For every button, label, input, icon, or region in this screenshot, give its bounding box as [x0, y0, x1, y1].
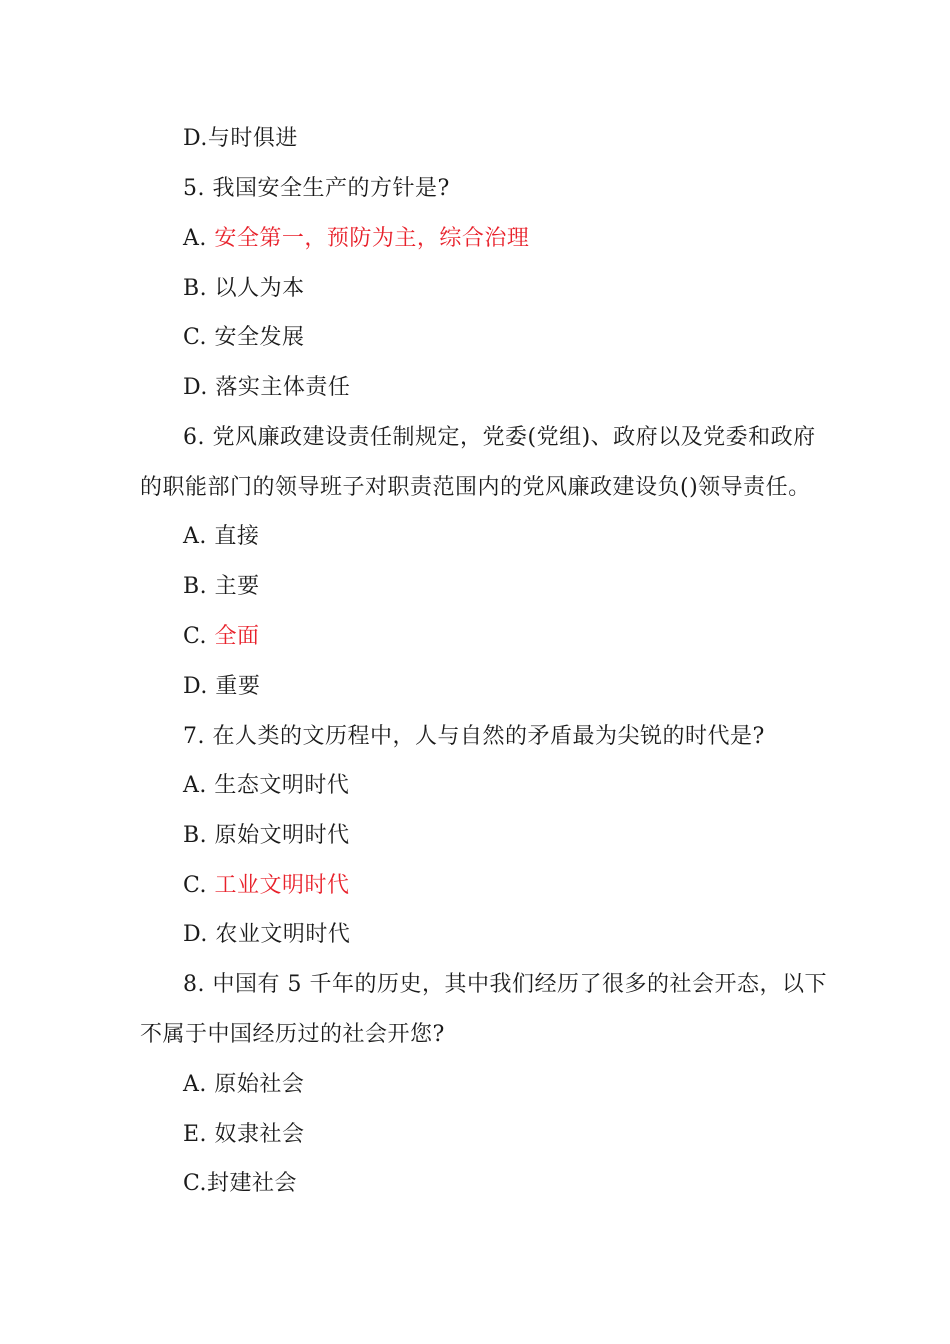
q7-option-c — [183, 871, 350, 901]
q7-question: 7. 在人类的文历程中，人与自然的矛盾最为尖锐的时代是? — [183, 724, 765, 749]
q5-option-a — [183, 224, 529, 254]
q6-option-c — [183, 622, 260, 652]
q6-question-line1: 6. 党风廉政建设责任制规定，党委(党组)、政府以及党委和政府 — [183, 425, 816, 450]
q8-question-line2: 不属于中国经历过的社会开您? — [140, 1022, 445, 1047]
q7-answer-text: 工业文明时代 — [214, 873, 350, 898]
q5-option-c: C. 安全发展 — [183, 325, 305, 350]
q6-option-c-prefix: C. — [183, 624, 215, 649]
q5-option-a-prefix: A. — [183, 226, 215, 251]
q7-option-b: B. 原始文明时代 — [183, 823, 350, 848]
q6-answer-text: 全面 — [214, 624, 260, 649]
q6-option-b: B. 主要 — [183, 574, 260, 599]
q7-option-a: A. 生态文明时代 — [183, 773, 350, 798]
q8-option-c: C.封建社会 — [183, 1171, 298, 1196]
q8-option-a: A. 原始社会 — [183, 1072, 305, 1097]
q8-option-e: E. 奴隶社会 — [183, 1122, 305, 1147]
q7-option-c-prefix: C. — [183, 873, 215, 898]
q8-question-line1: 8. 中国有 5 千年的历史，其中我们经历了很多的社会开态，以下 — [183, 972, 827, 997]
q6-question-line2: 的职能部门的领导班子对职责范围内的党风廉政建设负()领导责任。 — [140, 475, 811, 500]
q5-question: 5. 我国安全生产的方针是? — [183, 176, 450, 201]
q5-option-d: D. 落实主体责任 — [183, 375, 351, 400]
q6-option-d: D. 重要 — [183, 674, 261, 699]
q4-option-d: D.与时俱进 — [183, 126, 298, 151]
q6-option-a: A. 直接 — [183, 524, 260, 549]
q5-answer-text: 安全第一，预防为主，综合治理 — [214, 226, 530, 251]
q7-option-d: D. 农业文明时代 — [183, 922, 351, 947]
q5-option-b: B. 以人为本 — [183, 276, 305, 301]
